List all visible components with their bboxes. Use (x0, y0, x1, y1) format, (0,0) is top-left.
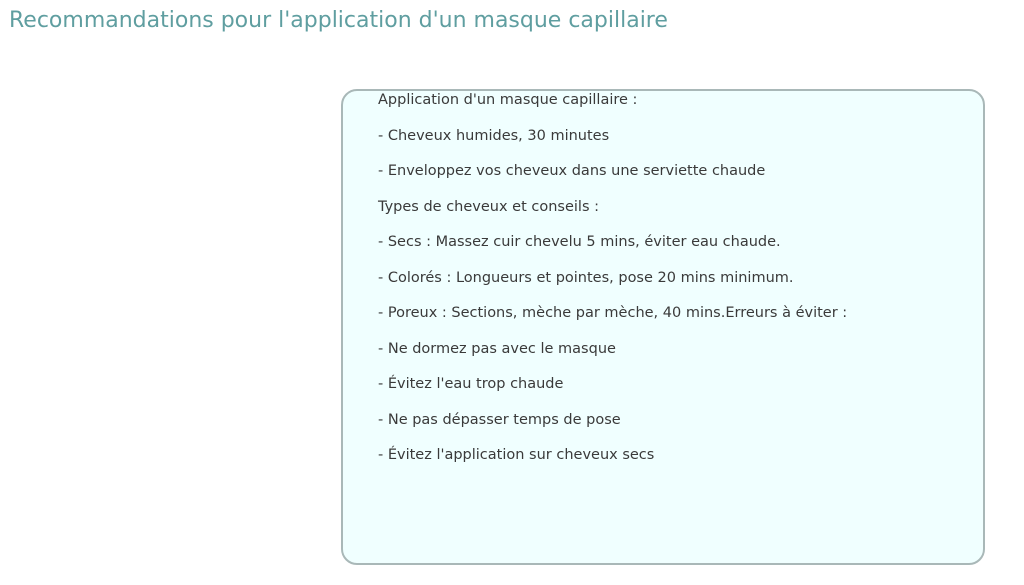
card-line: - Évitez l'application sur cheveux secs (378, 447, 655, 463)
card-line: - Ne dormez pas avec le masque (378, 340, 616, 357)
card-line: Application d'un masque capillaire : (378, 92, 638, 108)
card-line: Types de cheveux et conseils : (378, 198, 599, 215)
page-title: Recommandations pour l'application d'un masque capillaire (9, 8, 668, 33)
card-line: - Colorés : Longueurs et pointes, pose 20 mins minimum. (378, 269, 794, 286)
card-line: - Enveloppez vos cheveux dans une serviette chaude (378, 163, 766, 179)
recommendations-card (341, 89, 985, 565)
card-line: - Ne pas dépasser temps de pose (378, 411, 621, 428)
card-line: - Poreux : Sections, mèche par mèche, 40 mins.Erreurs à éviter : (378, 305, 848, 321)
card-line: - Cheveux humides, 30 minutes (378, 127, 610, 144)
card-line: - Évitez l'eau trop chaude (378, 376, 564, 392)
card-line: - Secs : Massez cuir chevelu 5 mins, éviter eau chaude. (378, 234, 781, 250)
recommendations-list (378, 92, 847, 483)
